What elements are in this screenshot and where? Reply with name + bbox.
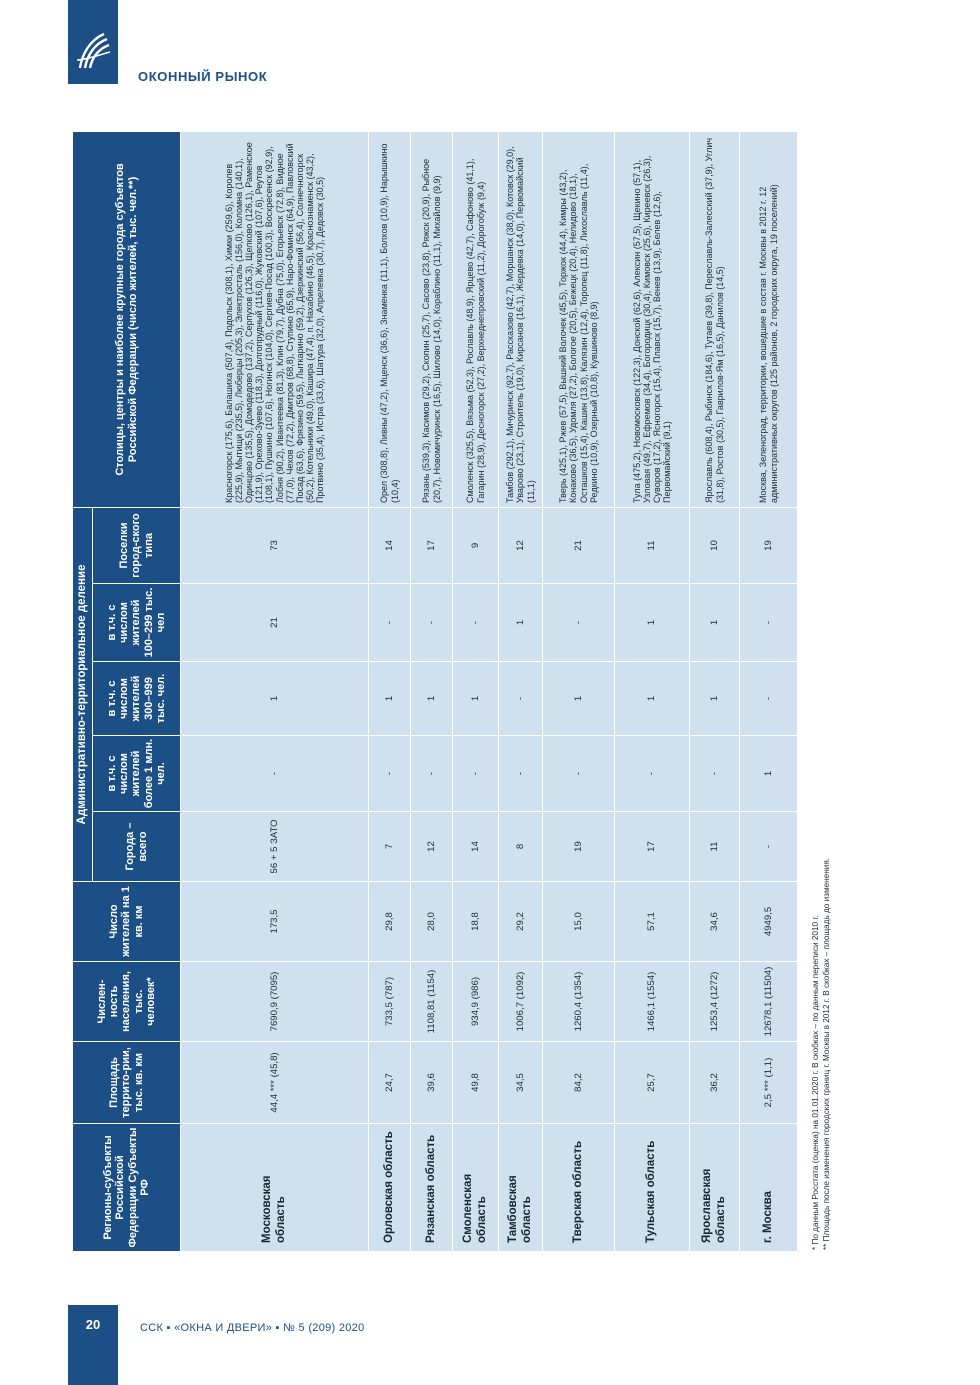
area-value: 49,8 [453,1042,499,1124]
publication-footer: ССК ▪ «ОКНА И ДВЕРИ» ▪ № 5 (209) 2020 [140,1322,365,1334]
settlements-value: 17 [411,507,453,583]
density-value: 29,8 [369,882,411,962]
cities-total-value: 56 + 5 ЗАТО [181,812,369,882]
over-million-value: - [615,736,690,812]
density-value: 15,0 [543,882,615,962]
area-value: 39,6 [411,1042,453,1124]
col-header-cities-total: Города – всего [93,812,181,882]
c100-299-value: 1 [499,584,543,662]
table-row [499,131,543,1251]
cities-total-value: 12 [411,812,453,882]
logo-icon [74,30,112,70]
population-value: 7690,9 (7095) [181,962,369,1042]
capitals-list: Смоленск (325,5), Вязьма (52,3), Рославль (48,9), Ярцево (42,7), Сафоново (41,1), Гагарин (28,9), Десногорск (27,2), Верхнеднепровский (11,2), Дорогобуж (9,4) [453,131,499,507]
c300-999-value: - [499,662,543,736]
regions-table-zone [72,132,800,1252]
area-value: 24,7 [369,1042,411,1124]
page-number: 20 [85,1317,101,1332]
c100-299-value: - [543,584,615,662]
cities-total-value: - [740,812,798,882]
table-row [411,131,453,1251]
col-header-density: Число жителей на 1 кв. км [73,882,181,962]
section-title: ОКОННЫЙ РЫНОК [138,69,268,84]
capitals-list: Красногорск (175,6), Балашиха (507,4), Подольск (308,1), Химки (259,6), Королев (225,9), Мытищи (235,5), Люберцы (205,3), Электросталь (156,0), Коломна (140,1), Одинцово (135,5), Домодедово (137,2), Серпухов (126,3), Щелково (126,1), Раменское (121,9), Орехово-Зуево (118,3), Долгопрудный (116,0), Жуковский (107,6), Реутов (108,1), Пушкино (107,6), Ногинск (104,0), Сергиев-Посад (100,3), Воскресенск (92,9), Лобня (90,2), Ивантеевка (81,3), Клин (79,7), Дубна (75,0), Егорьевск (72,8), Видное (77,0), Чехов (72,2), Дмитров (68,8), Ступино (65,9), Наро-Фоминск (64,9), Павловский Посад (63,6), Фрязино (59,5), Лыткарино (59,2), Дзержинский (56,4), Солнечногорск (50,2), Котельники (49,0), Кашира (47,4), п. Нахабино (46,5), Краснознаменск (43,2), Протвино (35,4), Истра (33,6), Шатура (32,0), Апрелевка (30,7), Дедовск (30,5) [181,131,369,507]
c100-299-value: - [411,584,453,662]
region-name: Московская область [181,1124,369,1252]
c300-999-value: 1 [615,662,690,736]
c100-299-value: - [369,584,411,662]
col-header-over-million: в т.ч. с числом жителей более 1 млн. чел. [93,736,181,812]
cities-total-value: 14 [453,812,499,882]
footnotes-zone [810,750,840,1250]
settlements-value: 14 [369,507,411,583]
settlements-value: 19 [740,507,798,583]
table-row [369,131,411,1251]
table-row [740,131,798,1251]
capitals-list: Москва, Зеленоград, территории, вошедшие в состав г. Москвы в 2012 г. 12 административных округов (125 районов, 2 городских округа, 19 поселений) [740,131,798,507]
region-name: Орловская область [369,1124,411,1252]
over-million-value: - [499,736,543,812]
over-million-value: - [543,736,615,812]
capitals-list: Тамбов (292,1), Мичуринск (92,7), Рассказово (42,7), Моршанск (38,0), Котовск (29,0), Уварово (23,1), Строитель (19,0), Кирсанов (16,1), Жердевка (14,0), Первомайский (11,1) [499,131,543,507]
cities-total-value: 17 [615,812,690,882]
area-value: 2,5 *** (1,1) [740,1042,798,1124]
col-header-area: Площадь террито-рии, тыс. кв. км [73,1042,181,1124]
population-value: 1253,4 (1272) [690,962,740,1042]
settlements-value: 12 [499,507,543,583]
population-value: 1466,1 (1554) [615,962,690,1042]
area-value: 34,5 [499,1042,543,1124]
page-number-block [68,1305,118,1385]
over-million-value: 1 [740,736,798,812]
density-value: 34,6 [690,882,740,962]
table-row [615,131,690,1251]
population-value: 733,5 (787) [369,962,411,1042]
regions-table [72,131,798,1252]
density-value: 29,2 [499,882,543,962]
capitals-list: Орел (308,8), Ливны (47,2), Мценск (36,6), Знаменка (11,1), Болхов (10,9), Нарышкино (10,4) [369,131,411,507]
c300-999-value: 1 [411,662,453,736]
over-million-value: - [453,736,499,812]
c100-299-value: - [740,584,798,662]
c100-299-value: - [453,584,499,662]
population-value: 934,9 (986) [453,962,499,1042]
region-name: Тверская область [543,1124,615,1252]
region-name: Рязанская область [411,1124,453,1252]
cities-total-value: 11 [690,812,740,882]
density-value: 173,5 [181,882,369,962]
col-header-capitals: Столицы, центры и наиболее крупные города субъектов Российской Федерации (число жителей, тыс. чел.**) [73,131,181,507]
over-million-value: - [411,736,453,812]
capitals-list: Тула (475,2), Новомосковск (122,3), Донской (62,6), Алексин (57,5), Щекино (57,1), Узловая (49,7), Ефремов (34,4), Богородицк (30,4), Кимовск (25,6), Киреевск (26,3), Суворов (17,2), Ясногорск (15,4), Плавск (15,7), Венев (13,9), Белев (12,6), Первомайский (9,1) [615,131,690,507]
table-row [453,131,499,1251]
density-value: 18,8 [453,882,499,962]
density-value: 4949,5 [740,882,798,962]
over-million-value: - [690,736,740,812]
c300-999-value: 1 [453,662,499,736]
population-value: 1108,81 (1154) [411,962,453,1042]
region-name: Смоленская область [453,1124,499,1252]
cities-total-value: 7 [369,812,411,882]
capitals-list: Рязань (539,3), Касимов (29,2), Скопин (25,7), Сасово (23,8), Ряжск (20,9), Рыбное (20,7), Новомичуринск (16,5), Шилово (14,0), Кораблино (11,1), Михайлов (9,9) [411,131,453,507]
capitals-list: Тверь (425,1), Ржев (57,5), Вышний Волочек (45,5), Торжок (44,4), Кимры (43,2), Конаково (36,5), Удомля (27,2), Бологое (20,5), Бежецк (20,4), Нелидово (18,1), Осташков (15,4), Кашин (13,8), Калязин (12,4), Торопец (11,8), Лихославль (11,4), Редкино (10,9), Озерный (10,8), Кувшиново (8,9) [543,131,615,507]
footnotes [810,750,840,1250]
area-value: 84,2 [543,1042,615,1124]
c300-999-value: - [740,662,798,736]
col-header-population: Числен-ность населения, тыс. человек* [73,962,181,1042]
over-million-value: - [181,736,369,812]
cities-total-value: 8 [499,812,543,882]
col-header-100-299: в т.ч. с числом жителей 100–299 тыс. чел [93,584,181,662]
c100-299-value: 21 [181,584,369,662]
col-header-300-999: в т.ч. с числом жителей 300–999 тыс. чел. [93,662,181,736]
settlements-value: 10 [690,507,740,583]
population-value: 1006,7 (1092) [499,962,543,1042]
footnote-population: * По данным Росстата (оценка) на 01.01.2020 г. В скобках – по данным переписи 2010 г. [811,915,820,1250]
settlements-value: 21 [543,507,615,583]
region-name: Тульская область [615,1124,690,1252]
c300-999-value: 1 [369,662,411,736]
table-row [690,131,740,1251]
region-name: Тамбовская область [499,1124,543,1252]
col-header-region: Регионы-субъекты Российской Федерации Субъекты РФ [73,1124,181,1252]
region-name: г. Москва [740,1124,798,1252]
c300-999-value: 1 [543,662,615,736]
c100-299-value: 1 [615,584,690,662]
settlements-value: 11 [615,507,690,583]
regions-table-rotated [72,132,800,1252]
settlements-value: 9 [453,507,499,583]
magazine-logo-block [68,0,118,84]
table-row [181,131,369,1251]
table-row [543,131,615,1251]
capitals-list: Ярославль (608,4), Рыбинск (184,6), Тутаев (39,8), Переславль-Залесский (37,9), Углич (31,8), Ростов (30,5), Гаврилов-Ям (16,5), Данилов (14,5) [690,131,740,507]
settlements-value: 73 [181,507,369,583]
over-million-value: - [369,736,411,812]
col-header-admin-group: Административно-территориальное деление [73,507,93,881]
area-value: 25,7 [615,1042,690,1124]
density-value: 28,0 [411,882,453,962]
c300-999-value: 1 [181,662,369,736]
c300-999-value: 1 [690,662,740,736]
c100-299-value: 1 [690,584,740,662]
col-header-settlements: Поселки город-ского типа [93,507,181,583]
area-value: 44,4 *** (45,8) [181,1042,369,1124]
area-value: 36,2 [690,1042,740,1124]
population-value: 1260,4 (1354) [543,962,615,1042]
population-value: 12678,1 (11504) [740,962,798,1042]
region-name: Ярославская область [690,1124,740,1252]
density-value: 57,1 [615,882,690,962]
cities-total-value: 19 [543,812,615,882]
footnote-area: ** Площадь после изменения городских границ г. Москвы в 2012 г. В скобках – площадь до изменения. [822,857,832,1250]
